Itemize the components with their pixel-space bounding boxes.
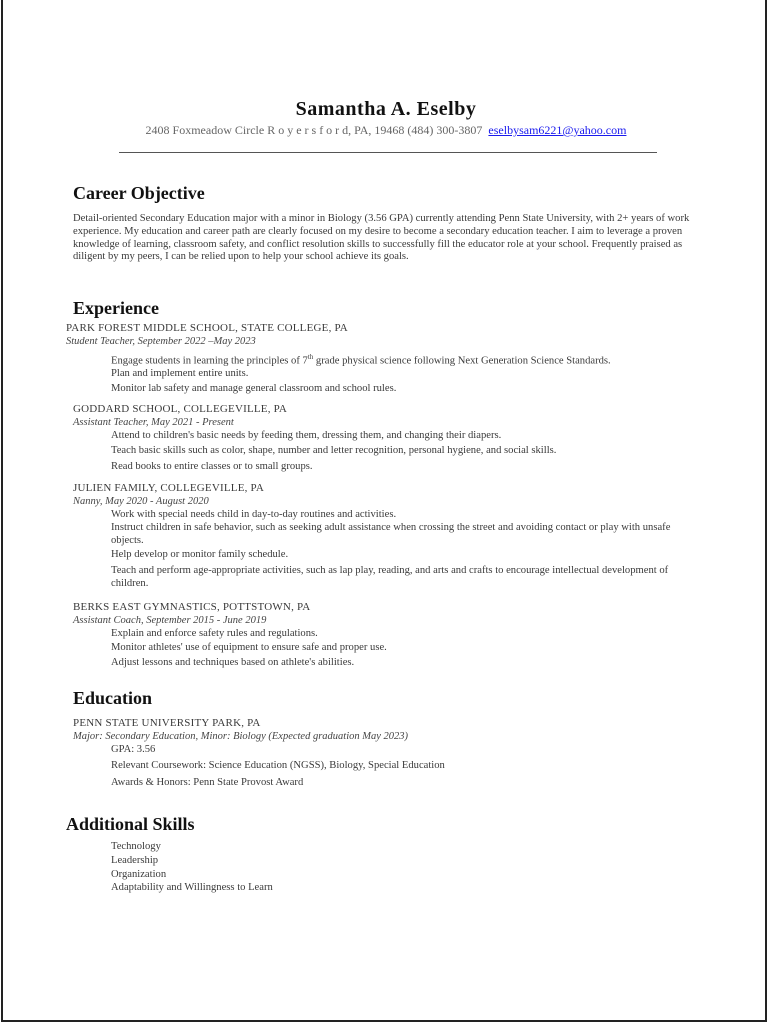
job-item: Teach basic skills such as color, shape, number and letter recognition, personal hygiene, and social skills.	[111, 445, 557, 456]
job-item: Teach and perform age-appropriate activities, such as lap play, reading, and arts and crafts to encourage intellectual development of children.	[111, 565, 669, 589]
education-item: Awards & Honors: Penn State Provost Award	[111, 777, 304, 788]
job-item: Adjust lessons and techniques based on athlete's abilities.	[111, 657, 355, 668]
skill-item: Technology	[111, 841, 161, 852]
education-heading: Education	[73, 688, 153, 708]
school-name: PENN STATE UNIVERSITY PARK, PA	[73, 717, 261, 729]
header-divider	[119, 152, 657, 153]
objective-heading: Career Objective	[73, 183, 205, 203]
skills-heading: Additional Skills	[66, 814, 195, 834]
experience-heading: Experience	[73, 298, 159, 318]
job-item: Monitor athletes' use of equipment to ensure safe and proper use.	[111, 642, 387, 653]
education-item: Relevant Coursework: Science Education (NGSS), Biology, Special Education	[111, 760, 445, 771]
job-org: GODDARD SCHOOL, COLLEGEVILLE, PA	[73, 403, 288, 415]
candidate-name: Samantha A. Eselby	[295, 98, 477, 120]
job-item: Attend to children's basic needs by feeding them, dressing them, and changing their diapers.	[111, 430, 502, 441]
objective-text: Detail-oriented Secondary Education major with a minor in Biology (3.56 GPA) currently attending Penn State University, with 2+ years of work experience. My education and career path are clearly focused on my desire to become a secondary education teacher. I aim to leverage a proven knowledge of learning, classroom safety, and conflict resolution skills to successfully fill the educator role at your school. Frequently praised as diligent by my peers, I can be relied upon to help your school achieve its goals.	[73, 213, 690, 263]
job-item: Instruct children in safe behavior, such as seeking adult assistance when crossing the street and avoiding contact or play with unsafe objects.	[111, 522, 671, 546]
job-item: Help develop or monitor family schedule.	[111, 549, 289, 560]
job-item: Explain and enforce safety rules and regulations.	[111, 628, 318, 639]
job-org: PARK FOREST MIDDLE SCHOOL, STATE COLLEGE, PA	[66, 322, 348, 334]
major-line: Major: Secondary Education, Minor: Biology (Expected graduation May 2023)	[73, 731, 409, 742]
job-item: Read books to entire classes or to small groups.	[111, 461, 313, 472]
skill-item: Leadership	[111, 855, 159, 866]
skill-item: Organization	[111, 869, 167, 880]
job-item: Engage students in learning the principles of 7th grade physical science following Next Generation Science Standards.	[111, 353, 611, 367]
email-link[interactable]: eselbysam6221@yahoo.com	[488, 123, 627, 137]
job-org: JULIEN FAMILY, COLLEGEVILLE, PA	[73, 482, 264, 494]
skill-item: Adaptability and Willingness to Learn	[111, 882, 273, 893]
job-role: Assistant Coach, September 2015 - June 2019	[73, 615, 267, 626]
contact-line	[3, 123, 768, 138]
contact-address: 2408 Foxmeadow Circle R o y e r s f o r d, PA, 19468 (484) 300-3807	[145, 123, 483, 137]
job-org: BERKS EAST GYMNASTICS, POTTSTOWN, PA	[73, 601, 311, 613]
job-role: Assistant Teacher, May 2021 - Present	[73, 417, 234, 428]
job-item: Plan and implement entire units.	[111, 368, 249, 379]
job-role: Nanny, May 2020 - August 2020	[73, 496, 209, 507]
job-role: Student Teacher, September 2022 –May 2023	[66, 336, 256, 347]
education-item: GPA: 3.56	[111, 744, 156, 755]
job-item: Work with special needs child in day-to-day routines and activities.	[111, 509, 397, 520]
job-item: Monitor lab safety and manage general classroom and school rules.	[111, 383, 397, 394]
resume-page	[1, 0, 767, 1022]
